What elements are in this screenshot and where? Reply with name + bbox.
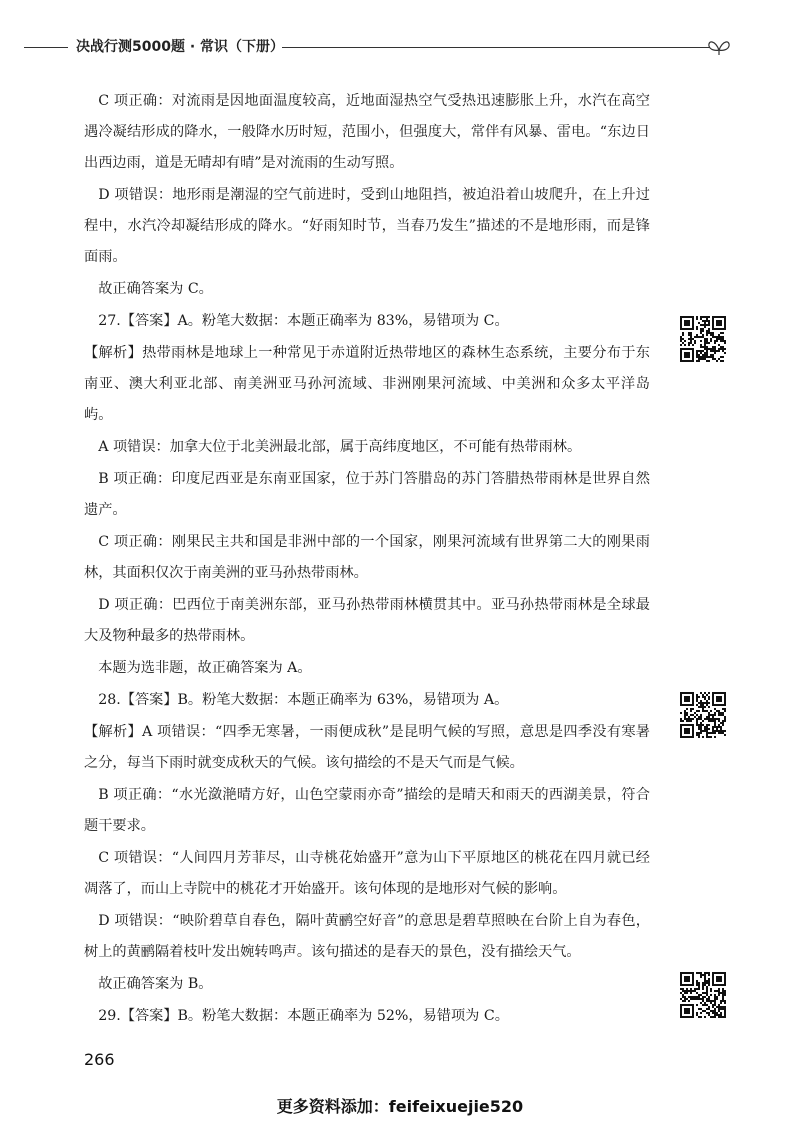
paragraph: D 项错误：地形雨是潮湿的空气前进时，受到山地阻挡，被迫沿着山坡爬升，在上升过程中，水汽冷却凝结形成的降水。“好雨知时节，当春乃发生”描述的不是地形雨，而是锋面雨。 <box>84 187 650 265</box>
qr-code-q27[interactable] <box>680 316 726 362</box>
paragraph: 故正确答案为 C。 <box>98 281 213 297</box>
paragraph: B 项正确：印度尼西亚是东南亚国家，位于苏门答腊岛的苏门答腊热带雨林是世界自然遗产。 <box>84 471 650 518</box>
paragraph: A 项错误：加拿大位于北美洲最北部，属于高纬度地区，不可能有热带雨林。 <box>98 439 582 455</box>
answer-28: 28.【答案】B。粉笔大数据：本题正确率为 63%，易错项为 A。 <box>98 692 509 708</box>
footer-contact-note: 更多资料添加：feifeixuejie520 <box>276 1097 524 1116</box>
paragraph: 本题为选非题，故正确答案为 A。 <box>98 660 312 676</box>
paragraph: 故正确答案为 B。 <box>98 976 213 992</box>
page-number: 266 <box>84 1050 115 1069</box>
paragraph: C 项正确：对流雨是因地面温度较高，近地面湿热空气受热迅速膨胀上升，水汽在高空遇冷凝结形成的降水，一般降水历时短，范围小，但强度大，常伴有风暴、雷电。“东边日出西边雨，道是无晴却有晴”是对流雨的生动写照。 <box>84 93 650 171</box>
paragraph: D 项错误：“映阶碧草自春色，隔叶黄鹂空好音”的意思是碧草照映在台阶上自为春色，树上的黄鹂隔着枝叶发出婉转鸣声。该句描述的是春天的景色，没有描绘天气。 <box>84 913 650 960</box>
paragraph: B 项正确：“水光潋滟晴方好，山色空蒙雨亦奇”描绘的是晴天和雨天的西湖美景，符合题干要求。 <box>84 787 650 834</box>
answer-29: 29.【答案】B。粉笔大数据：本题正确率为 52%，易错项为 C。 <box>98 1008 509 1024</box>
qr-code-q29[interactable] <box>680 972 726 1018</box>
answer-27: 27.【答案】A。粉笔大数据：本题正确率为 83%，易错项为 C。 <box>98 313 509 329</box>
header-rule-left <box>24 47 68 48</box>
leaf-ornament-icon <box>706 36 732 56</box>
header-rule-right <box>282 47 710 48</box>
book-title: 决战行测5000题 · 常识（下册） <box>76 39 285 55</box>
running-header <box>0 36 800 60</box>
paragraph: C 项正确：刚果民主共和国是非洲中部的一个国家，刚果河流域有世界第二大的刚果雨林，其面积仅次于南美洲的亚马孙热带雨林。 <box>84 534 650 581</box>
paragraph: D 项正确：巴西位于南美洲东部，亚马孙热带雨林横贯其中。亚马孙热带雨林是全球最大及物种最多的热带雨林。 <box>84 597 650 644</box>
qr-code-q28[interactable] <box>680 692 726 738</box>
paragraph: C 项错误：“人间四月芳菲尽，山寺桃花始盛开”意为山下平原地区的桃花在四月就已经凋落了，而山上寺院中的桃花才开始盛开。该句体现的是地形对气候的影响。 <box>84 850 650 897</box>
analysis-27: 【解析】热带雨林是地球上一种常见于赤道附近热带地区的森林生态系统，主要分布于东南亚、澳大利亚北部、南美洲亚马孙河流域、非洲刚果河流域、中美洲和众多太平洋岛屿。 <box>84 345 650 423</box>
analysis-28: 【解析】A 项错误：“四季无寒暑，一雨便成秋”是昆明气候的写照，意思是四季没有寒暑之分，每当下雨时就变成秋天的气候。该句描绘的不是天气而是气候。 <box>84 724 650 771</box>
page-body <box>84 86 650 1033</box>
